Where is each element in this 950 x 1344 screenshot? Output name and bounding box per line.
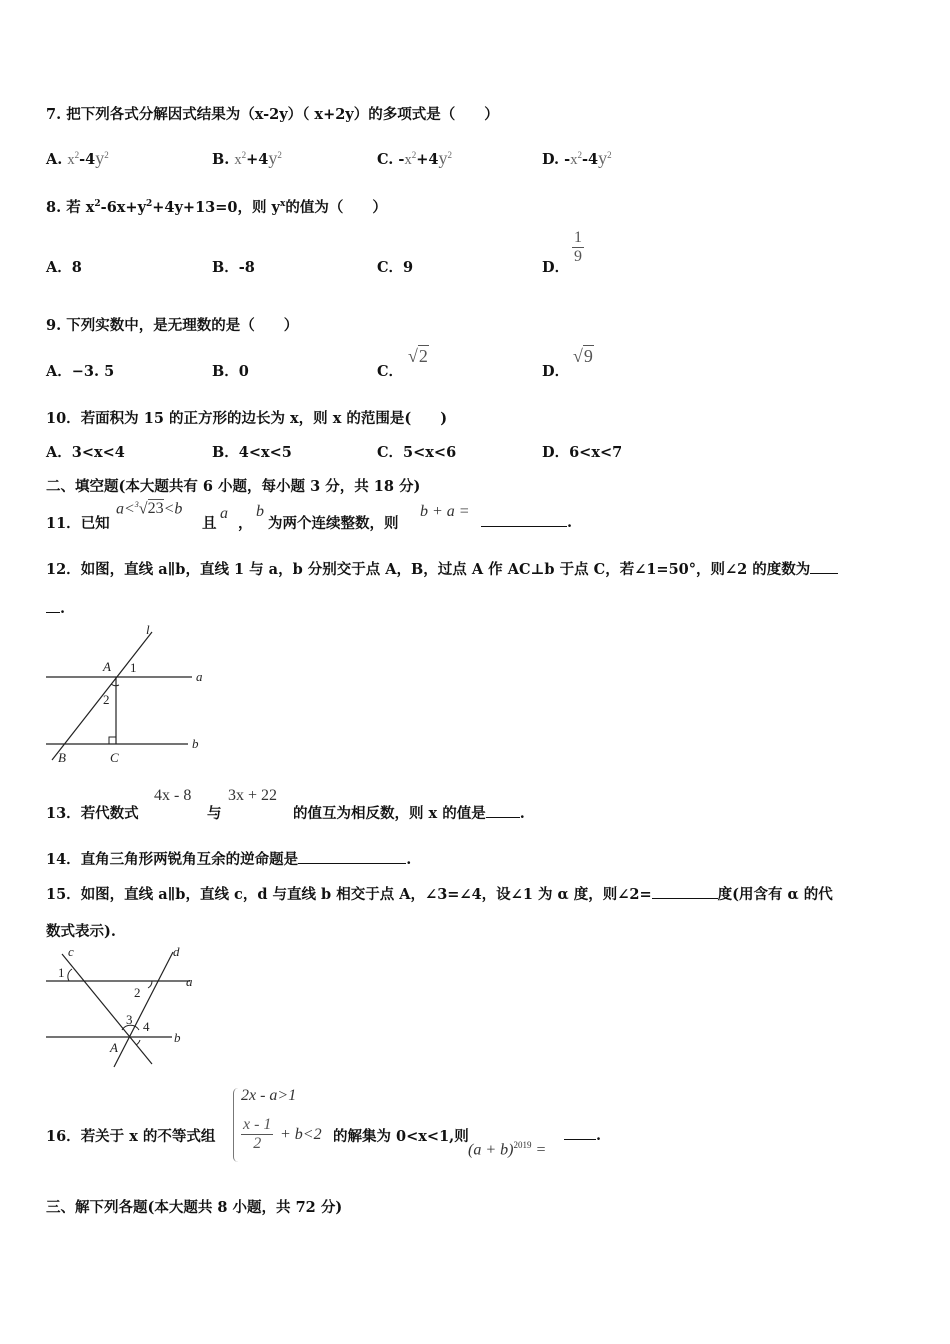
q8-number: 8.	[46, 199, 62, 216]
q7-option-d-label: D.	[542, 151, 560, 168]
q7-option-b	[212, 148, 282, 169]
q7-option-d-pre: -	[564, 151, 571, 168]
q7-option-c-x: x	[404, 152, 412, 168]
fig12-right-angle-mark	[109, 737, 116, 744]
q7-option-c-y-exp: 2	[447, 150, 452, 161]
q11-mid1: 且	[202, 515, 217, 532]
q11-sum-expr: b + a =	[420, 503, 470, 520]
q15-number: 15．	[46, 886, 81, 903]
q7-text: 把下列各式分解因式结果为（x-2y）（ x+2y）的多项式是（ ）	[66, 106, 499, 123]
fig12-label-A: A	[103, 659, 111, 674]
q15-answer-blank[interactable]	[652, 884, 718, 899]
q11-answer-area	[481, 512, 572, 531]
q9-number: 9.	[46, 317, 62, 334]
fig15-label-3: 3	[126, 1012, 133, 1027]
q8-option-d-numerator: 1	[574, 229, 582, 246]
fig15-line-d	[114, 952, 173, 1067]
q13-number: 13．	[46, 805, 81, 822]
q16-post: 的解集为 0<x<1,则	[333, 1128, 469, 1145]
q16-frac-denominator: 2	[253, 1135, 262, 1152]
q13-post	[293, 802, 525, 823]
q16-ineq-2-tail: + b<2	[280, 1126, 322, 1143]
q7-option-d-y-exp: 2	[607, 150, 612, 161]
section-3-heading: 三、解下列各题(本大题共 8 小题，共 72 分)	[46, 1199, 343, 1216]
q7-option-b-y: y	[268, 148, 278, 168]
q7-option-a-x-exp: 2	[74, 150, 80, 161]
q8-option-b: B．-8	[212, 259, 255, 276]
q12-number: 12．	[46, 561, 81, 578]
q7-option-b-y-exp: 2	[277, 150, 282, 161]
q12-end: .	[60, 600, 66, 617]
q16-ineq-1: 2x - a>1	[241, 1087, 297, 1104]
fig15-label-d: d	[173, 944, 180, 959]
q11-number: 11．	[46, 515, 81, 532]
q7-option-a-y-exp: 2	[104, 150, 109, 161]
q13-post-text: 的值互为相反数，则 x 的值是	[293, 805, 486, 822]
q7-option-a-y: y	[95, 148, 105, 168]
q11-var-a: a	[220, 505, 228, 522]
q7-option-c-pre: -	[398, 151, 405, 168]
q14-end: .	[406, 851, 412, 868]
q9-option-d-radicand: 9	[583, 346, 593, 366]
q7-option-c-label: C.	[377, 151, 394, 168]
q10-option-d: D．6<x<7	[542, 444, 623, 461]
q10-option-b: B．4<x<5	[212, 444, 292, 461]
q7-option-a-mid: -4	[79, 151, 96, 168]
q11-comma: ，	[238, 515, 253, 532]
fig12-label-1: 1	[130, 660, 137, 675]
fig15-line-c	[62, 954, 152, 1064]
fig15-label-a: a	[186, 974, 193, 989]
q9-option-c-label: C．	[377, 363, 404, 380]
q9-option-c-radicand: 2	[418, 346, 428, 366]
q8-stem	[46, 196, 387, 217]
q16-brace	[233, 1088, 238, 1162]
q11-stem	[46, 512, 110, 533]
q8-text-d: 的值为（ ）	[285, 199, 387, 216]
q7-option-d-y: y	[598, 148, 608, 168]
q10-number: 10．	[46, 410, 81, 427]
q16-number: 16．	[46, 1128, 81, 1145]
q16-pre: 若关于 x 的不等式组	[80, 1128, 216, 1145]
q14-number: 14．	[46, 851, 81, 868]
q13-mid: 与	[207, 805, 222, 822]
q15-text-1: 如图，直线 a∥b，直线 c，d 与直线 b 相交于点 A，∠3=∠4，设∠1 为 α 度，则∠2=	[80, 886, 652, 903]
q11-var-b: b	[256, 503, 264, 520]
q11-answer-blank[interactable]	[481, 512, 567, 527]
q7-option-d-mid: -4	[581, 151, 599, 168]
q16-expr-exponent: 2019	[513, 1140, 532, 1150]
q16-stem-pre	[46, 1125, 215, 1146]
q7-option-b-x-exp: 2	[241, 150, 247, 161]
q9-option-b: B．0	[212, 363, 249, 380]
q8-option-d-fraction	[572, 229, 584, 266]
q10-option-c: C．5<x<6	[377, 444, 457, 461]
q16-answer-blank[interactable]	[564, 1125, 596, 1140]
q7-option-b-mid: +4	[246, 151, 269, 168]
q12-answer-cont	[46, 598, 65, 617]
q13-expr-2: 3x + 22	[228, 787, 278, 804]
q16-end: .	[596, 1127, 602, 1144]
q7-option-a-x: x	[67, 152, 75, 168]
q7-stem	[46, 103, 499, 124]
q15-stem	[46, 883, 833, 904]
q16-frac-numerator: x - 1	[243, 1116, 272, 1133]
q8-option-a: A．8	[46, 259, 82, 276]
q10-option-a: A．3<x<4	[46, 444, 125, 461]
q7-option-a	[46, 148, 109, 169]
q15-text-3: 数式表示).	[46, 923, 116, 940]
q13-expr-1: 4x - 8	[154, 787, 192, 804]
q16-expr	[468, 1140, 546, 1159]
q7-number: 7.	[46, 106, 62, 123]
q8-text-c: +4y+13=0，则 y	[152, 199, 280, 216]
fig15-label-c: c	[68, 944, 74, 959]
q7-option-c-mid: +4	[416, 151, 439, 168]
q7-option-b-x: x	[234, 152, 242, 168]
q10-stem	[46, 407, 447, 428]
q7-option-d-x-exp: 2	[577, 150, 582, 161]
fig15-label-2: 2	[134, 985, 141, 1000]
q11-expr-a: a<	[116, 500, 135, 518]
q13-pre: 若代数式	[80, 805, 139, 822]
q12-text: 如图，直线 a∥b，直线 1 与 a，b 分别交于点 A，B，过点 A 作 AC⊥b 于点 C，若∠1=50°，则∠2 的度数为	[80, 561, 811, 578]
q11-cube-index: 3	[134, 500, 139, 509]
q12-figure	[40, 618, 220, 768]
q8-sup-2: 2	[146, 199, 153, 210]
q8-text-b: -6x+y	[100, 199, 146, 216]
q16-answer-area	[564, 1125, 601, 1144]
fig15-label-A: A	[110, 1040, 118, 1055]
q9-option-c-sqrt: √2	[408, 346, 428, 366]
q7-option-d	[542, 148, 612, 169]
q7-option-c-y: y	[438, 148, 448, 168]
q16-expr-base: (a + b)	[468, 1141, 514, 1159]
fig12-label-B: B	[58, 750, 66, 765]
fig12-label-2: 2	[103, 692, 110, 707]
q14-stem	[46, 848, 411, 869]
q14-answer-blank[interactable]	[298, 849, 406, 864]
fig15-label-1: 1	[58, 965, 65, 980]
q8-option-d-denominator: 9	[574, 248, 582, 265]
q9-option-a: A．−3. 5	[46, 363, 115, 380]
q12-stem	[46, 558, 838, 579]
q7-option-d-x: x	[570, 152, 578, 168]
q9-option-d-sqrt: √9	[573, 346, 593, 366]
q16-expr-equals: =	[535, 1141, 547, 1159]
q16-ineq-2-fraction	[241, 1116, 273, 1153]
q9-option-d-label: D．	[542, 363, 570, 380]
q11-pre: 已知	[80, 515, 110, 532]
fig15-angle-1-arc	[68, 969, 72, 981]
q13-end: .	[519, 805, 525, 822]
fig15-angle-4-arc	[136, 1040, 140, 1045]
fig15-label-4: 4	[143, 1019, 150, 1034]
fig12-label-a: a	[196, 669, 203, 684]
fig12-label-C: C	[110, 750, 119, 765]
q8-sup-1: 2	[94, 199, 101, 210]
q11-mid2: 为两个连续整数，则	[268, 515, 399, 532]
q11-cube-radicand: 23	[147, 500, 164, 518]
q9-stem	[46, 314, 298, 335]
q7-option-b-label: B.	[212, 151, 230, 168]
fig12-label-b: b	[192, 736, 199, 751]
fig15-angle-2-arc	[148, 981, 152, 988]
q13-stem-pre	[46, 802, 139, 823]
q15-text-2: 度(用含有 α 的代	[717, 886, 833, 903]
q14-text: 直角三角形两锐角互余的逆命题是	[80, 851, 299, 868]
q10-text: 若面积为 15 的正方形的边长为 x，则 x 的范围是( )	[80, 410, 448, 427]
q11-expr-b: <b	[163, 500, 183, 518]
q8-option-c: C．9	[377, 259, 414, 276]
q15-figure	[40, 942, 210, 1072]
q8-option-d-label: D．	[542, 259, 570, 276]
q9-text: 下列实数中，是无理数的是（ ）	[66, 317, 299, 334]
fig12-line-l	[52, 632, 152, 760]
q13-answer-blank[interactable]	[486, 803, 520, 818]
q12-answer-blank-2[interactable]	[46, 598, 60, 613]
section-2-heading: 二、填空题(本大题共有 6 小题，每小题 3 分，共 18 分)	[46, 478, 421, 495]
q8-text-a: 若 x	[66, 199, 95, 216]
q11-end: .	[567, 514, 573, 531]
q7-option-c	[377, 148, 452, 169]
fig12-angle-2-arc	[111, 684, 119, 686]
fig12-label-l: l	[146, 622, 150, 637]
q7-option-c-x-exp: 2	[411, 150, 417, 161]
q12-answer-blank-1[interactable]	[810, 559, 838, 574]
fig15-label-b: b	[174, 1030, 181, 1045]
q8-sup-x: x	[279, 199, 286, 210]
q11-inequality: a<$^3$√23<b	[116, 500, 183, 518]
q7-option-a-label: A.	[46, 151, 63, 168]
